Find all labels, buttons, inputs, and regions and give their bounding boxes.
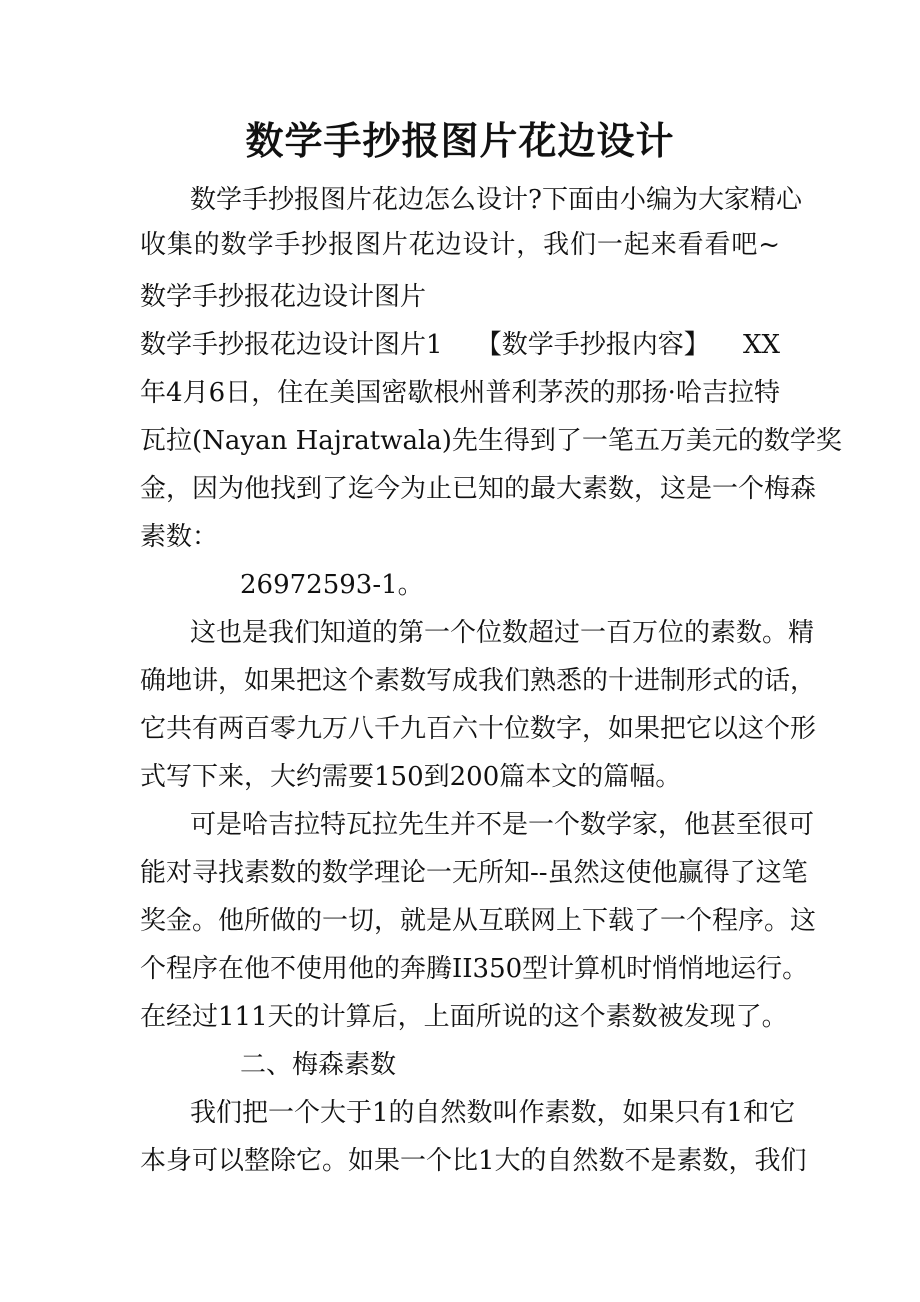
document-title: 数学手抄报图片花边设计 (245, 118, 675, 163)
paragraph-line: 可是哈吉拉特瓦拉先生并不是一个数学家，他甚至很可 (190, 810, 815, 840)
paragraph-line: 在经过111天的计算后，上面所说的这个素数被发现了。 (140, 1002, 788, 1032)
paragraph-line: 金，因为他找到了迄今为止已知的最大素数，这是一个梅森 (140, 474, 817, 504)
paragraph-line: 我们把一个大于1的自然数叫作素数，如果只有1和它 (190, 1098, 796, 1128)
prime-formula: 26972593-1。 (240, 570, 424, 600)
paragraph-line: 个程序在他不使用他的奔腾II350型计算机时悄悄地运行。 (140, 954, 809, 984)
paragraph-line: 收集的数学手抄报图片花边设计，我们一起来看看吧~ (140, 230, 780, 260)
paragraph-line: 它共有两百零九万八千九百六十位数字，如果把它以这个形 (140, 714, 817, 744)
year-text: XX (742, 330, 780, 360)
paragraph-line: 瓦拉(Nayan Hajratwala)先生得到了一笔五万美元的数学奖 (140, 426, 842, 456)
content-heading: 【数学手抄报内容】 (475, 330, 710, 360)
paragraph-line: 确地讲，如果把这个素数写成我们熟悉的十进制形式的话， (140, 666, 817, 696)
paragraph-line: 年4月6日，住在美国密歇根州普利茅茨的那扬·哈吉拉特 (140, 378, 780, 408)
paragraph-line: 这也是我们知道的第一个位数超过一百万位的素数。精 (190, 618, 815, 648)
paragraph-line: 奖金。他所做的一切，就是从互联网上下载了一个程序。这 (140, 906, 817, 936)
image-caption: 数学手抄报花边设计图片1 (140, 330, 443, 360)
paragraph-line: 能对寻找素数的数学理论一无所知--虽然这使他赢得了这笔 (140, 858, 808, 888)
paragraph-line: 本身可以整除它。如果一个比1大的自然数不是素数，我们 (140, 1146, 807, 1176)
section-heading: 数学手抄报花边设计图片 (140, 282, 427, 312)
paragraph-line (140, 328, 780, 362)
paragraph-line: 式写下来，大约需要150到200篇本文的篇幅。 (140, 762, 682, 792)
paragraph-line: 素数： (140, 522, 219, 552)
paragraph-line: 数学手抄报图片花边怎么设计?下面由小编为大家精心 (190, 185, 802, 215)
section-heading: 二、梅森素数 (240, 1050, 397, 1080)
